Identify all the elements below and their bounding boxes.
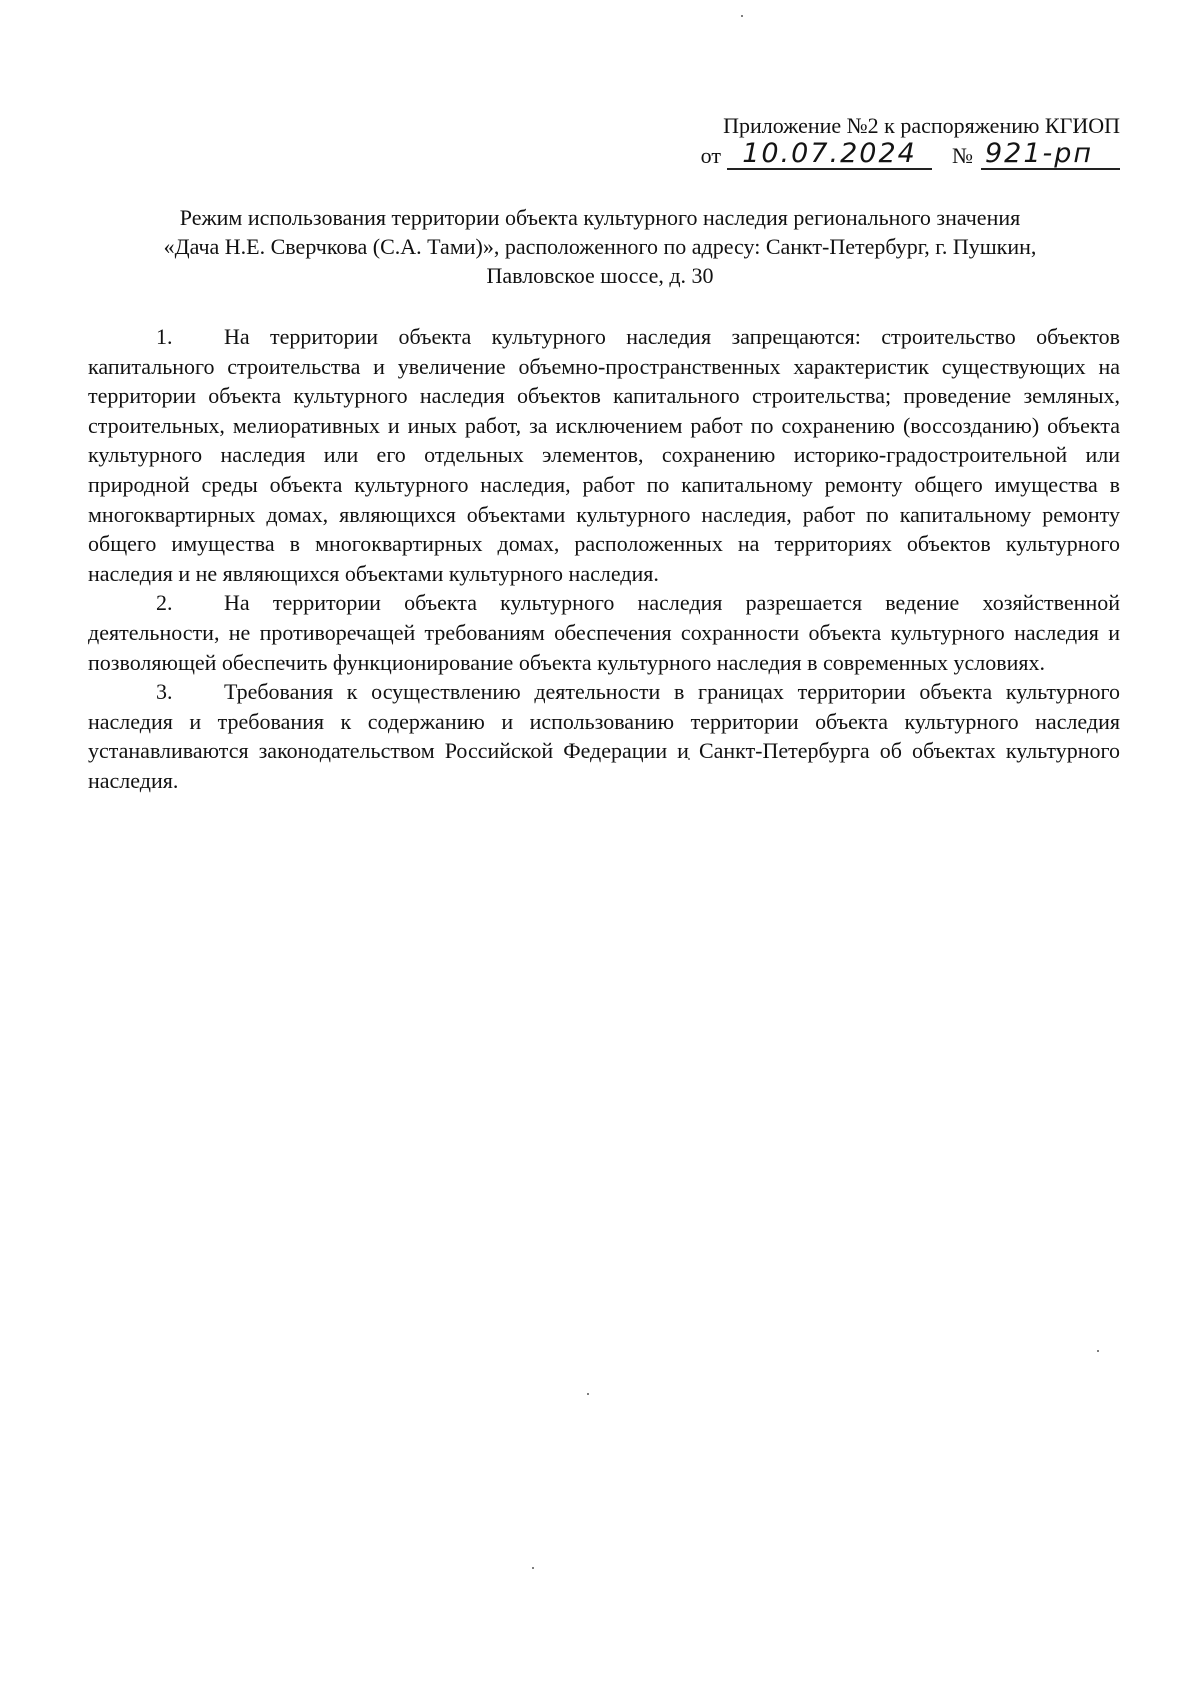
handwritten-date: 10.07.2024 [727, 140, 932, 170]
document-body [88, 322, 1120, 796]
document-title [80, 203, 1120, 290]
title-line: Павловское шоссе, д. 30 [486, 263, 714, 288]
paragraph-2 [88, 588, 1120, 677]
scan-speck [741, 15, 743, 17]
paragraph-number: 3. [156, 679, 173, 705]
paragraph-3 [88, 677, 1120, 795]
title-line: «Дача Н.Е. Сверчкова (С.А. Тами)», расположенного по адресу: Санкт-Петербург, г. Пушкин, [163, 234, 1037, 259]
number-label: № [952, 143, 973, 168]
paragraph-text: На территории объекта культурного наследия разрешается ведение хозяйственной деятельности, не противоречащей требованиям обеспечения сохранности объекта культурного наследия и позволяющей обеспечить функционирование объекта культурного наследия в современных условиях. [88, 590, 1120, 675]
paragraph-1 [88, 322, 1120, 588]
annex-date-number-line [660, 140, 1120, 170]
annex-title: Приложение №2 к распоряжению КГИОП [723, 113, 1120, 138]
scan-speck [1097, 1350, 1099, 1352]
title-line: Режим использования территории объекта культурного наследия регионального значения [179, 205, 1021, 230]
annex-header [660, 112, 1120, 170]
paragraph-number: 1. [156, 324, 173, 349]
from-label: от [700, 143, 721, 168]
paragraph-number: 2. [156, 590, 173, 616]
handwritten-number: 921-рп [981, 140, 1120, 170]
scan-speck [587, 1393, 589, 1395]
paragraph-text: Требования к осуществлению деятельности в границах территории объекта культурного наследия и требования к содержанию и использованию территории объекта культурного наследия устанавливаются законодательством Российской Федерации и Санкт-Петербурга об объектах культурного наследия. [88, 679, 1120, 793]
scan-speck [532, 1567, 534, 1569]
paragraph-text: На территории объекта культурного наследия запрещаются: строительство объектов капитального строительства и увеличение объемно-пространственных характеристик существующих на территории объекта культурного наследия объектов капитального строительства; проведение земляных, строительных, мелиоративных и иных работ, за исключением работ по сохранению (воссозданию) объекта культурного наследия или его отдельных элементов, сохранению историко-градостроительной или природной среды объекта культурного наследия, работ по капитальному ремонту общего имущества в многоквартирных домах, являющихся объектами культурного наследия, работ по капитальному ремонту общего имущества в многоквартирных домах, расположенных на территориях объектов культурного наследия и не являющихся объектами культурного наследия. [88, 324, 1120, 586]
